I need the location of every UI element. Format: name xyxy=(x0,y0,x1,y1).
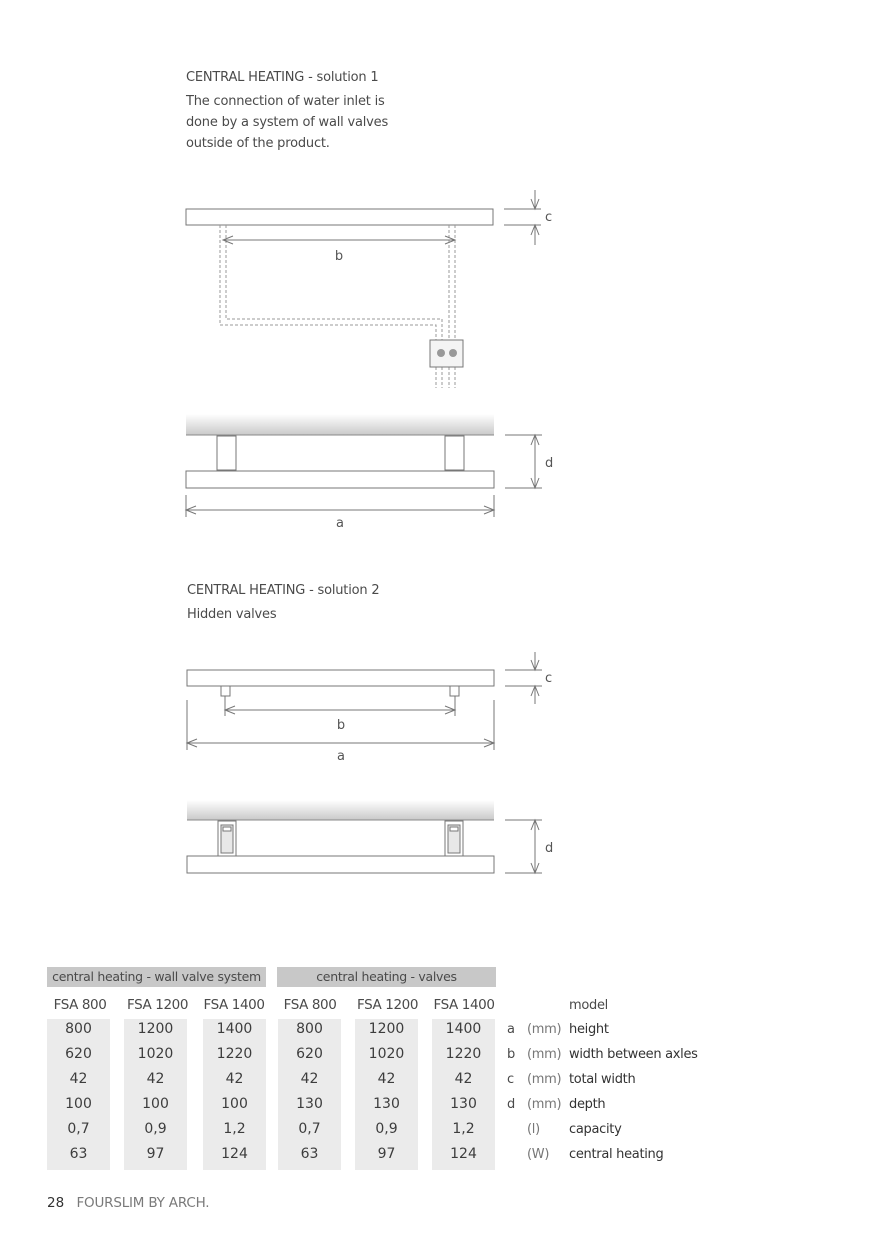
table-cell: 800 xyxy=(296,1021,323,1037)
solution1-top-view xyxy=(186,190,541,388)
table-cell: 63 xyxy=(69,1146,88,1162)
row-letter: d xyxy=(507,1097,515,1112)
solution1-description-line2: done by a system of wall valves xyxy=(186,115,389,130)
table-cell: 1,2 xyxy=(223,1121,246,1137)
table-cell: 100 xyxy=(221,1096,248,1112)
row-label: capacity xyxy=(569,1122,622,1137)
table-cell: 42 xyxy=(146,1071,165,1087)
table-cell: 63 xyxy=(300,1146,319,1162)
solution2-top-view xyxy=(187,652,542,750)
table-cell: 800 xyxy=(65,1021,92,1037)
solution1-description-line1: The connection of water inlet is xyxy=(186,94,385,109)
row-label: height xyxy=(569,1022,609,1037)
model-row-label: model xyxy=(569,998,608,1013)
solution1-description-line3: outside of the product. xyxy=(186,136,330,151)
table-cell: 1220 xyxy=(445,1046,482,1062)
row-letter: c xyxy=(507,1072,514,1087)
table-group-header-wall-valve: central heating - wall valve system xyxy=(47,967,266,987)
table-cell: 1220 xyxy=(216,1046,253,1062)
table-cell: 130 xyxy=(450,1096,477,1112)
table-cell: 42 xyxy=(69,1071,88,1087)
table-cell: 100 xyxy=(65,1096,92,1112)
dim-c-label-1: c xyxy=(545,210,553,225)
table-cell: 0,7 xyxy=(298,1121,321,1137)
table-cell: 97 xyxy=(146,1146,165,1162)
model-name: FSA 1200 xyxy=(356,997,419,1013)
row-unit: (mm) xyxy=(527,1047,562,1062)
dim-d-label-2: d xyxy=(545,841,554,856)
model-name: FSA 1400 xyxy=(203,997,265,1013)
dim-c-label-2: c xyxy=(545,671,553,686)
table-group-header-valves: central heating - valves xyxy=(277,967,496,987)
table-cell: 1400 xyxy=(445,1021,482,1037)
dim-d-label-1: d xyxy=(545,456,554,471)
solution2-description: Hidden valves xyxy=(187,607,277,622)
table-cell: 100 xyxy=(142,1096,169,1112)
model-name: FSA 800 xyxy=(53,997,107,1013)
table-cell: 42 xyxy=(300,1071,319,1087)
model-name: FSA 1200 xyxy=(126,997,189,1013)
dim-a-label-1: a xyxy=(336,516,344,531)
table-cell: 130 xyxy=(373,1096,400,1112)
footer-brand: FOURSLIM BY ARCH. xyxy=(76,1195,210,1211)
row-label: central heating xyxy=(569,1147,664,1162)
row-letter: b xyxy=(507,1047,515,1062)
table-cell: 0,7 xyxy=(67,1121,90,1137)
table-cell: 1200 xyxy=(368,1021,405,1037)
model-name: FSA 1400 xyxy=(433,997,495,1013)
row-label: width between axles xyxy=(569,1047,698,1062)
row-label: depth xyxy=(569,1097,606,1112)
page-footer xyxy=(47,1195,209,1211)
model-name: FSA 800 xyxy=(283,997,337,1013)
row-unit: (l) xyxy=(527,1122,540,1137)
table-cell: 0,9 xyxy=(375,1121,398,1137)
row-label: total width xyxy=(569,1072,636,1087)
row-letter: a xyxy=(507,1022,515,1037)
solution1-side-view xyxy=(186,414,542,517)
row-unit: (W) xyxy=(527,1147,550,1162)
solution1-title: CENTRAL HEATING - solution 1 xyxy=(186,70,379,85)
table-cell: 620 xyxy=(65,1046,92,1062)
dim-a-label-2: a xyxy=(337,749,345,764)
table-cell: 124 xyxy=(221,1146,248,1162)
table-cell: 130 xyxy=(296,1096,323,1112)
solution2-side-view xyxy=(187,800,542,873)
table-cell: 42 xyxy=(454,1071,473,1087)
table-cell: 42 xyxy=(377,1071,396,1087)
table-cell: 1400 xyxy=(216,1021,253,1037)
table-cell: 1,2 xyxy=(452,1121,475,1137)
table-cell: 0,9 xyxy=(144,1121,167,1137)
table-cell: 1020 xyxy=(368,1046,405,1062)
table-cell: 1200 xyxy=(137,1021,174,1037)
solution2-title: CENTRAL HEATING - solution 2 xyxy=(187,583,380,598)
table-cell: 97 xyxy=(377,1146,396,1162)
page-number: 28 xyxy=(47,1195,65,1211)
row-unit: (mm) xyxy=(527,1072,562,1087)
table-cell: 124 xyxy=(450,1146,477,1162)
row-unit: (mm) xyxy=(527,1097,562,1112)
table-cell: 1020 xyxy=(137,1046,174,1062)
row-unit: (mm) xyxy=(527,1022,562,1037)
table-cell: 620 xyxy=(296,1046,323,1062)
table-cell: 42 xyxy=(225,1071,244,1087)
dim-b-label-2: b xyxy=(336,718,346,733)
dim-b-label-1: b xyxy=(334,249,344,264)
